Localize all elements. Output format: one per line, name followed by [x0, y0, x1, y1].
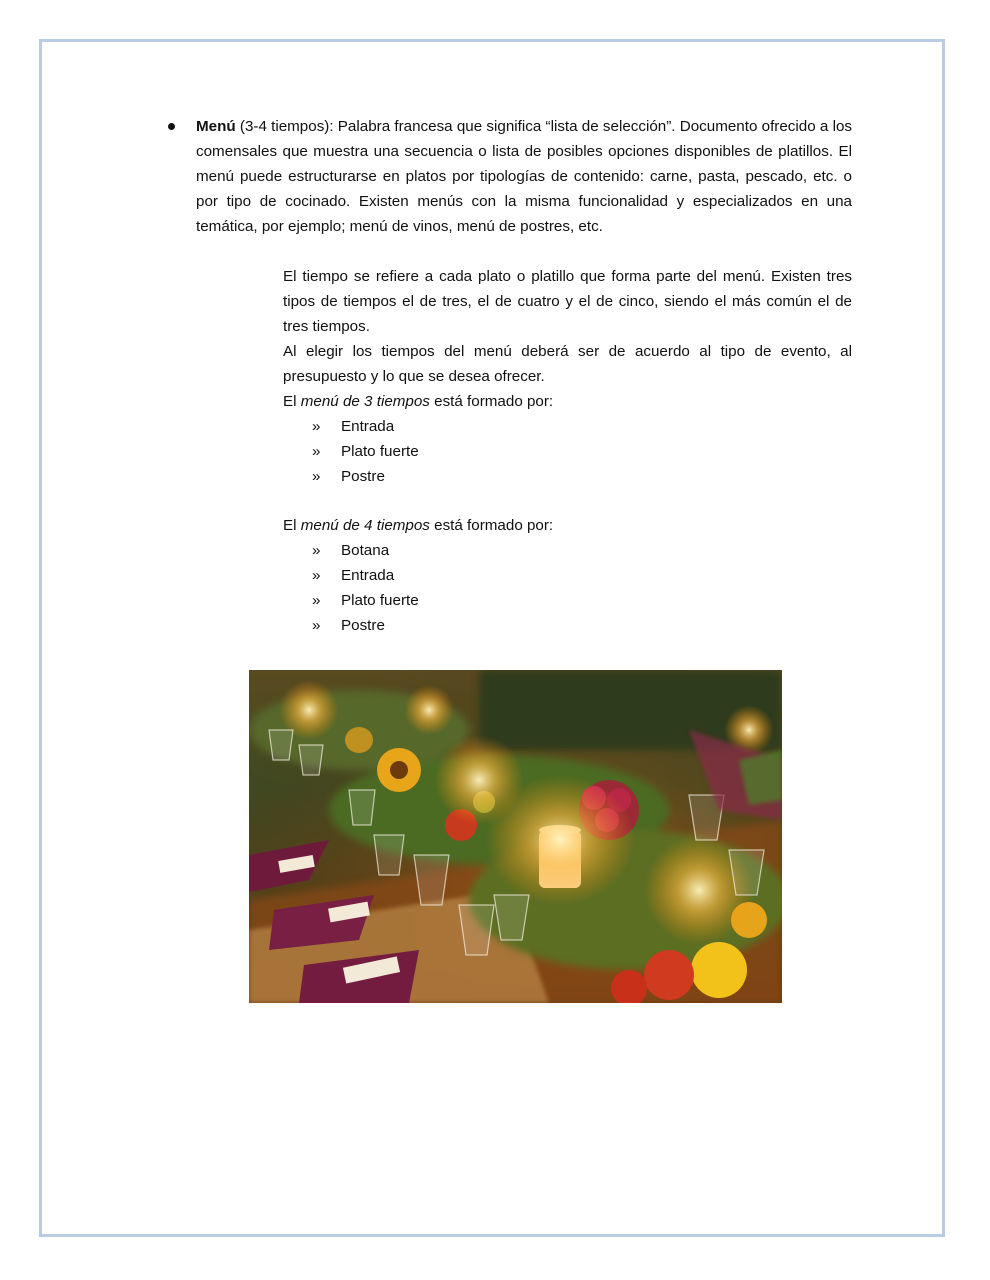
- list-item-label: Entrada: [341, 418, 395, 435]
- table-setting-photo: [249, 670, 782, 1003]
- list-item: [312, 439, 852, 464]
- list-item-label: Entrada: [341, 567, 395, 584]
- list-marker-icon: »: [312, 468, 321, 485]
- list-item: [312, 563, 852, 588]
- menu-term: Menú: [196, 118, 236, 135]
- menu-definition-paragraph: [196, 114, 852, 239]
- list-item-label: Postre: [341, 468, 385, 485]
- list-marker-icon: »: [312, 443, 321, 460]
- list-item: [312, 588, 852, 613]
- list-marker-icon: »: [312, 592, 321, 609]
- list-item: [312, 538, 852, 563]
- list-item: [312, 613, 852, 638]
- list-item: [312, 464, 852, 489]
- list-marker-icon: »: [312, 617, 321, 634]
- choosing-paragraph: Al elegir los tiempos del menú deberá ser de acuerdo al tipo de evento, al presupuesto y lo que se desea ofrecer.: [283, 343, 852, 385]
- list-marker-icon: »: [312, 418, 321, 435]
- list-item-label: Postre: [341, 617, 385, 634]
- spacer: [283, 489, 852, 513]
- menu-3-list: [283, 414, 852, 489]
- banquet-table-image: [249, 670, 782, 1003]
- menu-4-intro-em: menú de 4 tiempos: [300, 517, 430, 534]
- list-marker-icon: »: [312, 567, 321, 584]
- list-item-label: Botana: [341, 542, 390, 559]
- list-item-label: Plato fuerte: [341, 592, 419, 609]
- list-marker-icon: »: [312, 542, 321, 559]
- menu-definition-bullet: [166, 114, 852, 239]
- list-item: [312, 414, 852, 439]
- menu-4-intro-pre: El: [283, 517, 301, 534]
- menu-4-list: [283, 538, 852, 638]
- menu-4-intro: [283, 513, 852, 538]
- menu-4-intro-post: está formado por:: [429, 517, 554, 534]
- bullet-dot-icon: [168, 123, 175, 130]
- menu-3-intro-em: menú de 3 tiempos: [300, 393, 430, 410]
- menu-3-intro: [283, 389, 852, 414]
- menu-definition-text: (3-4 tiempos): Palabra francesa que significa “lista de selección”. Documento ofrecido a los comensales que muestra una secuencia o lista de posibles opciones disponibles de platillos. El menú puede estructurarse en platos por tipologías de contenido: carne, pasta, pescado, etc. o por tipo de cocinado. Existen menús con la misma funcionalidad y especializados en una temática, por ejemplo; menú de vinos, menú de postres, etc.: [196, 118, 852, 235]
- list-item-label: Plato fuerte: [341, 443, 419, 460]
- menu-3-intro-pre: El: [283, 393, 301, 410]
- tiempos-paragraph: El tiempo se refiere a cada plato o platillo que forma parte del menú. Existen tres tipos de tiempos el de tres, el de cuatro y el de cinco, siendo el más común el de tres tiempos.: [283, 268, 852, 335]
- menu-3-intro-post: está formado por:: [429, 393, 554, 410]
- tiempos-section: [283, 264, 852, 638]
